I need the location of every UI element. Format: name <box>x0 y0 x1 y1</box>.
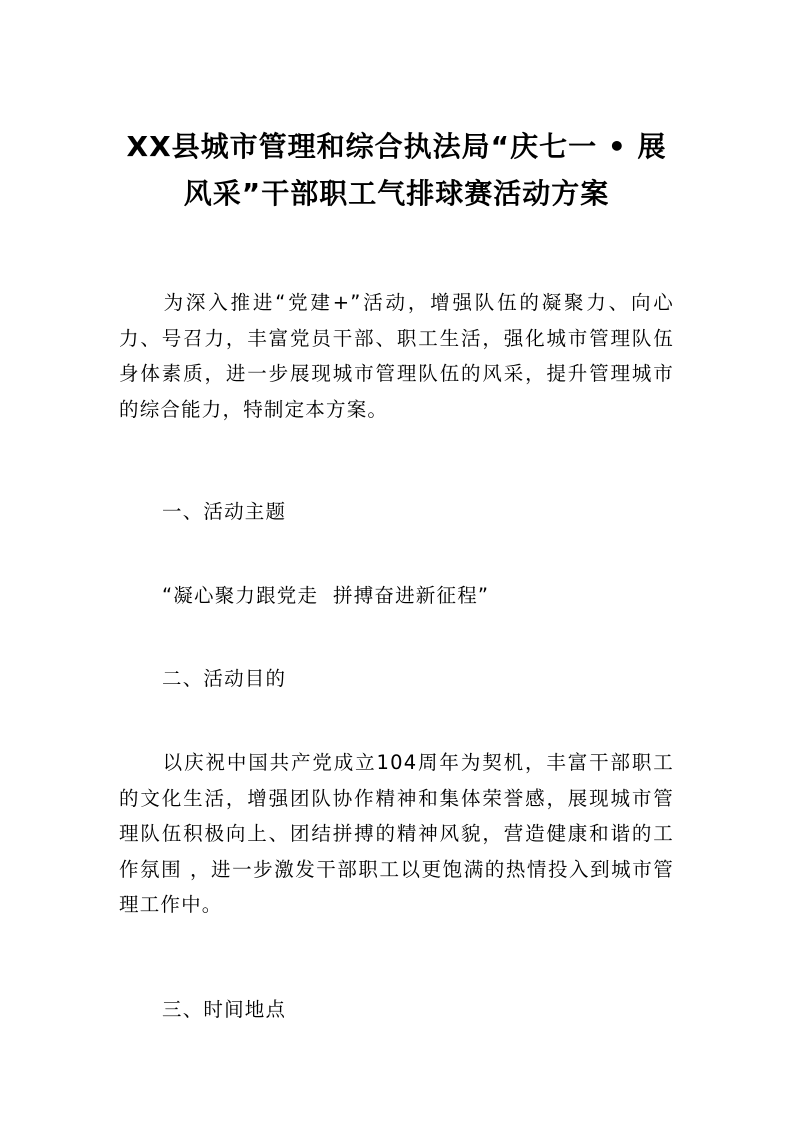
intro-text: 为深入推进“党建+”活动，增强队伍的凝聚力、向心力、号召力，丰富党员干部、职工生活，强化城市管理队伍身体素质，进一步展现城市管理队伍的风采，提升管理城市的综合能力，特制定本方案。 <box>119 291 674 421</box>
section-heading-text: 三、时间地点 <box>162 998 287 1021</box>
purpose-paragraph <box>119 745 674 923</box>
document-title-line-1: XX县城市管理和综合执法局“庆七一 • 展 <box>126 130 667 163</box>
theme-quote-text: “凝心聚力跟党走 拼搏奋进新征程” <box>162 584 490 607</box>
theme-quote <box>119 578 674 614</box>
purpose-text: 以庆祝中国共产党成立104周年为契机，丰富干部职工的文化生活，增强团队协作精神和集体荣誉感，展现城市管理队伍积极向上、团结拼搏的精神风貌，营造健康和谐的工作氛围 ，进一步激发干部职工以更饱满的热情投入到城市管理工作中。 <box>119 751 674 916</box>
section-heading-purpose <box>119 661 674 697</box>
section-heading-time-place <box>119 992 674 1028</box>
section-heading-text: 二、活动目的 <box>162 667 287 690</box>
section-heading-text: 一、活动主题 <box>162 500 287 523</box>
section-heading-theme <box>119 494 674 530</box>
intro-paragraph <box>119 285 674 427</box>
document-title-line-2: 风采”干部职工气排球赛活动方案 <box>183 177 610 210</box>
